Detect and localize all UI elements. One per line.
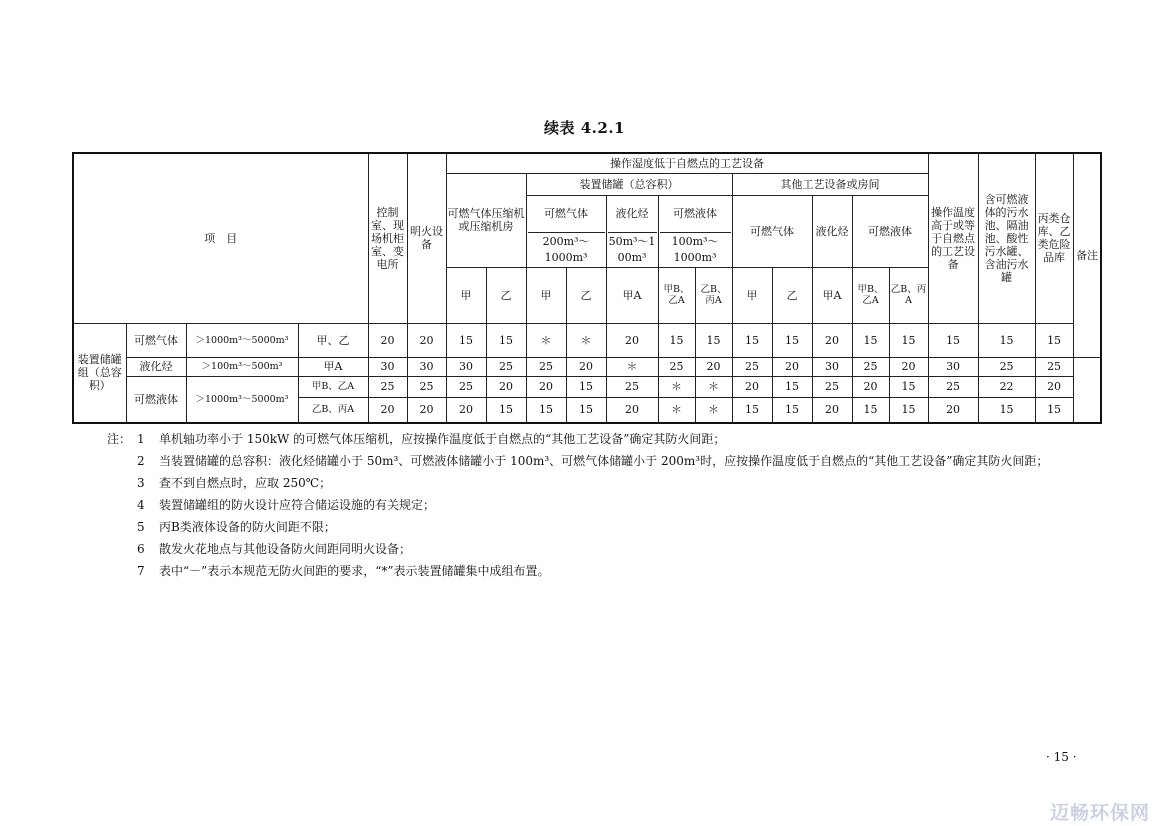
cell: 15 [852, 323, 889, 357]
cell: 25 [526, 357, 566, 376]
sub-storage-liquid-yiB-bingA: 乙B、丙A [695, 267, 732, 323]
storage-liquid-label: 可燃液体 [660, 196, 731, 233]
site-watermark: 迈畅环保网 [1050, 802, 1151, 824]
cell: ＊ [658, 397, 695, 423]
cell: 22 [978, 376, 1035, 397]
cell: 20 [732, 376, 772, 397]
header-control-room: 控制室、现场机柜室、变电所 [368, 153, 407, 323]
note-number: 1 [137, 432, 145, 446]
cell: 15 [772, 376, 812, 397]
cell: 25 [446, 376, 486, 397]
note-number: 6 [137, 542, 145, 556]
cell: 25 [486, 357, 526, 376]
sub-other-gas-yi: 乙 [772, 267, 812, 323]
sub-compressor-yi: 乙 [486, 267, 526, 323]
header-below-autoignition: 操作湿度低于自燃点的工艺设备 [446, 153, 928, 173]
cell: 20 [566, 357, 606, 376]
cell: 20 [446, 397, 486, 423]
cell: 30 [928, 357, 978, 376]
storage-gas-capacity: 200m³～1000m³ [542, 234, 590, 264]
header-other-lpg: 液化烃 [812, 195, 852, 267]
cell: 20 [407, 323, 446, 357]
sub-storage-lpg-jiaA: 甲A [606, 267, 658, 323]
cell: 15 [1035, 323, 1073, 357]
cell: 20 [368, 323, 407, 357]
cell: 15 [486, 323, 526, 357]
cell: 15 [772, 323, 812, 357]
cell: 25 [368, 376, 407, 397]
row-type: 可燃液体 [126, 376, 186, 423]
note-number: 7 [137, 564, 145, 578]
cell: 15 [772, 397, 812, 423]
cell: 20 [526, 376, 566, 397]
cell: 15 [978, 323, 1035, 357]
header-other-gas: 可燃气体 [732, 195, 812, 267]
cell: 25 [812, 376, 852, 397]
note-number: 2 [137, 454, 145, 468]
sub-storage-gas-jia: 甲 [526, 267, 566, 323]
note-text: 装置储罐组的防火设计应符合储运设施的有关规定； [159, 498, 436, 512]
note-text: 单机轴功率小于 150kW 的可燃气体压缩机，应按操作温度低于自燃点的“其他工艺设备”确定其防火间距； [159, 432, 726, 446]
note-item [107, 474, 1097, 492]
table-row [73, 376, 1101, 397]
cell: 20 [1035, 376, 1073, 397]
header-item: 项 目 [73, 153, 368, 323]
row-capacity: ＞100m³～500m³ [186, 357, 298, 376]
sub-other-gas-jia: 甲 [732, 267, 772, 323]
header-storage-lpg [606, 195, 658, 267]
cell: 25 [978, 357, 1035, 376]
row-class: 甲B、乙A [298, 376, 368, 397]
header-open-fire: 明火设备 [407, 153, 446, 323]
cell: 25 [658, 357, 695, 376]
cell: 15 [732, 397, 772, 423]
cell: 15 [658, 323, 695, 357]
storage-lpg-capacity: 50m³～100m³ [608, 234, 656, 264]
storage-lpg-label: 液化烃 [608, 196, 657, 233]
note-text: 查不到自燃点时，应取 250℃； [159, 476, 332, 490]
cell: 25 [852, 357, 889, 376]
cell: 20 [812, 323, 852, 357]
note-item [107, 518, 1097, 536]
sub-other-liquid-yiB-bingA: 乙B、丙A [889, 267, 928, 323]
cell: 15 [526, 397, 566, 423]
row-class: 乙B、丙A [298, 397, 368, 423]
cell: 25 [1035, 357, 1073, 376]
sub-storage-gas-yi: 乙 [566, 267, 606, 323]
page-number: · 15 · [1046, 750, 1077, 764]
header-warehouse: 丙类仓库、乙类危险品库 [1035, 153, 1073, 323]
cell: 25 [732, 357, 772, 376]
cell: 15 [852, 397, 889, 423]
note-item [107, 540, 1097, 558]
cell: 20 [812, 397, 852, 423]
cell: 25 [606, 376, 658, 397]
note-text: 丙B类液体设备的防火间距不限； [159, 520, 336, 534]
table-row [73, 357, 1101, 376]
notes [107, 430, 1097, 584]
row-type: 可燃气体 [126, 323, 186, 357]
sub-storage-liquid-jiaB-yiA: 甲B、乙A [658, 267, 695, 323]
sub-compressor-jia: 甲 [446, 267, 486, 323]
note-item [107, 562, 1097, 580]
cell: 15 [978, 397, 1035, 423]
cell: 15 [889, 376, 928, 397]
cell: ＊ [526, 323, 566, 357]
cell: 20 [695, 357, 732, 376]
cell: 20 [486, 376, 526, 397]
note-item [107, 430, 1097, 448]
cell: 25 [407, 376, 446, 397]
cell: ＊ [658, 376, 695, 397]
cell: 20 [852, 376, 889, 397]
cell: 15 [446, 323, 486, 357]
header-other-equipment: 其他工艺设备或房间 [732, 173, 928, 195]
cell: 20 [889, 357, 928, 376]
cell: 25 [928, 376, 978, 397]
cell: 20 [606, 397, 658, 423]
sub-other-lpg-jiaA: 甲A [812, 267, 852, 323]
row-class: 甲、乙 [298, 323, 368, 357]
cell: 30 [407, 357, 446, 376]
note-text: 当装置储罐的总容积：液化烃储罐小于 50m³、可燃液体储罐小于 100m³、可燃气体储罐小于 200m³时，应按操作温度低于自燃点的“其他工艺设备”确定其防火间距； [159, 454, 1049, 468]
row-type: 液化烃 [126, 357, 186, 376]
cell: 15 [928, 323, 978, 357]
note-item [107, 496, 1097, 514]
cell: 20 [928, 397, 978, 423]
header-storage-group: 装置储罐（总容积） [526, 173, 732, 195]
header-remark: 备注 [1073, 153, 1101, 357]
sub-other-liquid-jiaB-yiA: 甲B、乙A [852, 267, 889, 323]
cell: ＊ [695, 376, 732, 397]
cell: 20 [407, 397, 446, 423]
row-class: 甲A [298, 357, 368, 376]
cell: 30 [812, 357, 852, 376]
cell: 15 [732, 323, 772, 357]
note-number: 4 [137, 498, 145, 512]
header-other-liquid: 可燃液体 [852, 195, 928, 267]
header-storage-liquid [658, 195, 732, 267]
header-above-autoignition: 操作温度高于或等于自燃点的工艺设备 [928, 153, 978, 323]
cell: 30 [368, 357, 407, 376]
header-compressor: 可燃气体压缩机或压缩机房 [446, 173, 526, 267]
cell: 20 [368, 397, 407, 423]
fire-distance-table [72, 152, 1102, 424]
table-title: 续表 4.2.1 [544, 119, 625, 137]
cell: 20 [606, 323, 658, 357]
storage-gas-label: 可燃气体 [528, 196, 605, 233]
note-item [107, 452, 1097, 470]
note-text: 散发火花地点与其他设备防火间距同明火设备； [159, 542, 412, 556]
notes-prefix: 注： [107, 432, 132, 446]
cell: 15 [566, 376, 606, 397]
cell: 15 [486, 397, 526, 423]
row-group-label: 装置储罐组（总容积） [73, 323, 126, 423]
table-row [73, 323, 1101, 357]
cell: 20 [772, 357, 812, 376]
cell: 15 [889, 323, 928, 357]
header-storage-gas [526, 195, 606, 267]
cell: 15 [1035, 397, 1073, 423]
cell: 30 [446, 357, 486, 376]
cell: ＊ [566, 323, 606, 357]
cell: 15 [566, 397, 606, 423]
cell: ＊ [695, 397, 732, 423]
note-number: 3 [137, 476, 145, 490]
cell: 15 [695, 323, 732, 357]
row-capacity: ＞1000m³～5000m³ [186, 323, 298, 357]
note-text: 表中“－”表示本规范无防火间距的要求，“*”表示装置储罐集中成组布置。 [159, 564, 550, 578]
header-sewage: 含可燃液体的污水池、隔油池、酸性污水罐、含油污水罐 [978, 153, 1035, 323]
storage-liquid-capacity: 100m³～1000m³ [671, 234, 719, 264]
cell: ＊ [606, 357, 658, 376]
cell: 15 [889, 397, 928, 423]
note-number: 5 [137, 520, 145, 534]
row-capacity: ＞1000m³～5000m³ [186, 376, 298, 423]
